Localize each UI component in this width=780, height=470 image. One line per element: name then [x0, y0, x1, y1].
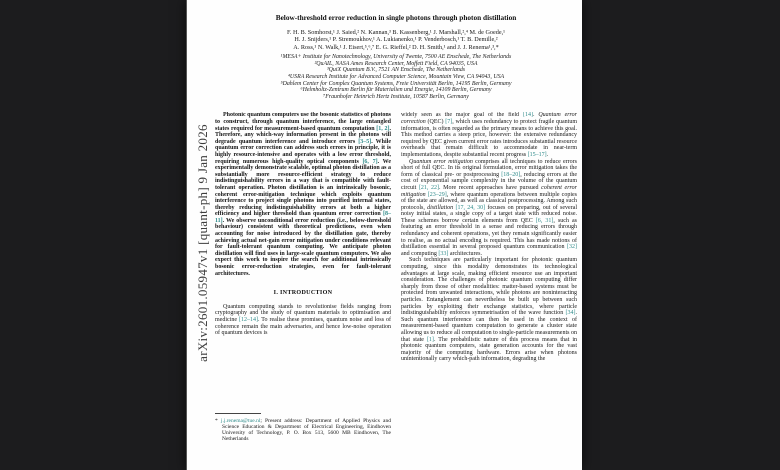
- citation-link[interactable]: [32]: [567, 244, 577, 251]
- paper-page: [186, 0, 582, 470]
- author-line: F. H. B. Somhorst,¹ J. Saied,² N. Kannan,³ B. Kassenberg,¹ J. Marshall,²,⁴ M. de Goede,¹: [286, 29, 506, 36]
- footnote-text: [215, 418, 391, 442]
- citation-link[interactable]: [8–11]: [215, 211, 391, 224]
- affiliation-line: ⁵Dahlem Center for Complex Quantum Systems, Freie Universität Berlin, 14195 Berlin, Germany: [280, 80, 512, 87]
- affiliation-line: ²QuAIL, NASA Ames Research Center, Moffett Field, CA 94035, USA: [314, 60, 478, 67]
- citation-link[interactable]: [1]: [426, 336, 434, 343]
- citation-link[interactable]: [33]: [438, 250, 449, 257]
- citation-link[interactable]: [17, 24, 30]: [455, 204, 486, 211]
- affiliation-line: ⁴USRA Research Institute for Advanced Computer Science, Mountain View, CA 94043, USA: [287, 74, 505, 80]
- left-column: [215, 112, 391, 444]
- citation-link[interactable]: [23–29]: [427, 191, 447, 198]
- abstract-text: Photonic quantum computers use the bosonic statistics of photons to construct, through quantum interference, the large entangled states required for measurement-based quantum computation [1, 2]. Therefore, any which-way information present in the photons will degrade quantum interference and introduce errors [3–5]. While quantum error correction can address such errors in principle, it is highly resource-intensive and operates with a low error threshold, requiring numerous high-quality optical components [6, 7]. We experimentally demonstrate scalable, optimal photon distillation as a substantially more resource-efficient strategy to reduce indistinguishability errors in a way that is compatible with fault-tolerant operation. Photon distillation is an intrinsically bosonic, coherent error-mitigation technique which exploits quantum interference to project single photons into purified internal states, thereby reducing indistinguishability errors at both a higher efficiency and higher threshold than quantum error correction [8–11]. We observe unconditional error reduction (i.e., below-threshold behaviour) consistent with theoretical predictions, even when accounting for noise introduced by the distillation gate, thereby achieving actual net-gain error mitigation under conditions relevant for fault-tolerant quantum computing. We anticipate photon distillation will find uses in large-scale quantum computers. We also expect this work to inspire the search for additional intrinsically bosonic error-reduction strategies, even for fault-tolerant architectures.: [215, 112, 392, 277]
- affiliation-line: ⁶Helmholtz-Zentrum Berlin für Materialien und Energie, 14109 Berlin, Germany: [300, 87, 492, 94]
- citation-link[interactable]: [12–14]: [238, 317, 258, 323]
- affiliation-line: ¹MESA+ Institute for Nanotechnology, University of Twente, 7500 AE Enschede, The Netherlands: [280, 54, 512, 61]
- right-column: [401, 112, 577, 444]
- two-column-body: [215, 112, 577, 444]
- section-heading-introduction: I. INTRODUCTION: [273, 290, 333, 297]
- body-paragraph: Such techniques are particularly important for photonic quantum computing, since this modality demonstrates its technological advantages at large scale, making efficient resource use an important consideration. The challenges of photonic quantum computing differ sharply from those of other modalities: matter-based systems must be protected from unwanted interactions, while photons are noninteracting particles. Entanglement can nevertheless be built up between such particles by exploiting their exchange statistics, where particle indistinguishability enforces symmetrisation of the wave function [34]. Such quantum interference can then be used in the context of measurement-based quantum computation to generate a cluster state allowing us to reduce all computation to single-particle measurements on that state [1]. The probabilistic nature of this process means that in photonic quantum computers, state generation accounts for the vast majority of the computing hardware. Errors arise when photons unintentionally carry which-path information, degrading the: [401, 257, 577, 363]
- paper-title: Below-threshold error reduction in single photons through photon distillation: [275, 13, 517, 22]
- citation-link[interactable]: [21, 22]: [418, 184, 440, 191]
- citation-link[interactable]: [1, 2]: [376, 125, 390, 132]
- body-paragraph: widely seen as the major goal of the field [14]. Quantum error correction (QEC) [7], which uses redundancy to protect fragile quantum information, is often regarded as the primary means to achieve this goal. This method carries a steep price, however: the extensive redundancy required by QEC given current error rates introduces substantial resource overheads that remain difficult to accommodate in near-term implementations, despite substantial recent progress [15–17].: [401, 112, 577, 158]
- citation-link[interactable]: [3–5]: [358, 138, 372, 145]
- citation-link[interactable]: [15–17]: [527, 151, 547, 158]
- email-link[interactable]: j.j.renema@tue.nl: [220, 418, 261, 424]
- affiliation-list: [215, 54, 577, 100]
- footnote-marker: *: [215, 418, 218, 424]
- citation-link[interactable]: [7]: [445, 118, 453, 125]
- author-line: A. Ross,¹ N. Walk,¹ J. Eisert,⁵,⁶,⁷ E. G. Rieffel,² D. H. Smith,¹ and J. J. Renema¹,³,*: [293, 43, 499, 51]
- author-list: [215, 29, 577, 51]
- paper-content: [215, 13, 577, 444]
- arxiv-watermark: arXiv:2601.05947v1 [quant-ph] 9 Jan 2026: [195, 124, 210, 362]
- footnote-block: [215, 413, 391, 442]
- affiliation-line: ³QuiX Quantum B.V., 7521 AN Enschede, The Netherlands: [326, 67, 466, 74]
- author-line: H. J. Snijders,¹ P. Stremoukhov,¹ A. Lukianenko,¹ P. Venderbosch,¹ T. B. Demille,²: [294, 36, 498, 44]
- footnote-rule: [215, 413, 261, 414]
- citation-link[interactable]: [6, 7]: [362, 158, 378, 165]
- footnote-body: ; Present address: Department of Applied Physics and Science Education & Department of Electrical Engineering, Eindhoven University of Technology, P. O. Box 513, 5600 MB Eindhoven, The Netherlands: [222, 418, 391, 443]
- introduction-paragraph: Quantum computing stands to revolutionise fields ranging from cryptography and the study of quantum materials to optimisation and medicine [12–14]. To realise these promises, quantum noise and loss of coherence remain the main adversaries, and hence low-noise operation of quantum devices is: [215, 303, 391, 337]
- citation-link[interactable]: [14]: [522, 112, 533, 119]
- body-paragraph: Quantum error mitigation comprises all techniques to reduce errors short of full QEC. In its original formulation, error mitigation takes the form of classical pre- or postprocessing [18–20], reducing errors at the cost of exponential sample complexity in the volume of the quantum circuit [21, 22]. More recent approaches have pursued coherent error mitigation [23–29], where quantum operations between multiple copies of the state are allowed, as well as classical postprocessing. Among such protocols, distillation [17, 24, 30] focuses on preparing, out of several noisy initial states, a single copy of a target state with reduced noise. These schemes borrow certain elements from QEC [6, 31], such as featuring an error threshold in a sense and reducing errors through redundancy and coherent operations, yet they remain significantly easier to realise, as no actual encoding is required. This has made notions of distillation essential in several proposed quantum communication [32] and computing [33] architectures.: [401, 158, 577, 257]
- citation-link[interactable]: [34]: [565, 310, 576, 317]
- citation-link[interactable]: [18–20]: [501, 171, 521, 178]
- citation-link[interactable]: [6, 31]: [535, 217, 554, 224]
- affiliation-line: ⁷Fraunhofer Heinrich Hertz Institute, 10587 Berlin, Germany: [323, 93, 469, 100]
